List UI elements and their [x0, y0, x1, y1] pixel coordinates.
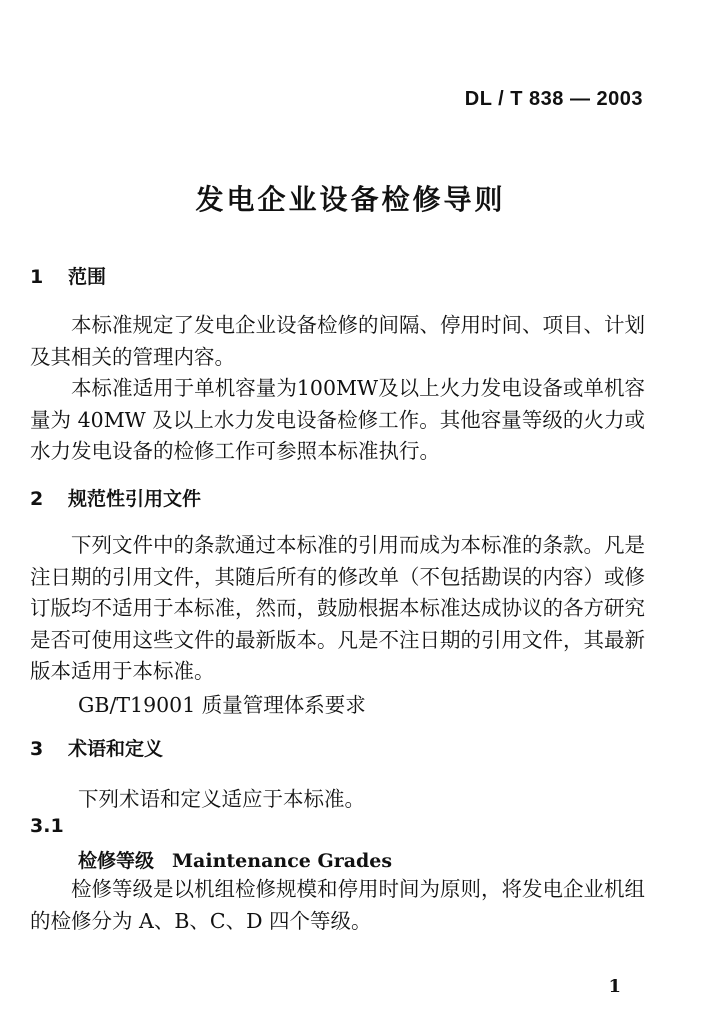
section-2-paragraph-1: 下列文件中的条款通过本标准的引用而成为本标准的条款。凡是注日期的引用文件，其随后所有的修改单（不包括勘误的内容）或修订版均不适用于本标准，然而，鼓励根据本标准达成协议的各方研究是否可使用这些文件的最新版本。凡是不注日期的引用文件，其最新版本适用于本标准。 — [30, 533, 645, 683]
page-number: 1 — [608, 976, 621, 997]
section-2-title: 规范性引用文件 — [68, 488, 202, 510]
section-3-number: 3 — [30, 738, 44, 760]
clause-3-1-definition: 检修等级是以机组检修规模和停用时间为原则，将发电企业机组的检修分为 A、B、C、D 四个等级。 — [30, 877, 645, 933]
clause-3-1-term — [78, 846, 392, 873]
clause-3-1-number: 3.1 — [30, 815, 64, 837]
section-3-heading — [30, 734, 163, 761]
section-1-number: 1 — [30, 266, 44, 288]
document-title: 发电企业设备检修导则 — [195, 183, 506, 216]
term-english: Maintenance Grades — [172, 850, 393, 872]
section-1-heading — [30, 262, 106, 289]
section-3-title: 术语和定义 — [68, 738, 164, 760]
section-1-paragraph-1: 本标准规定了发电企业设备检修的间隔、停用时间、项目、计划及其相关的管理内容。 — [30, 313, 645, 369]
section-3-intro: 下列术语和定义适应于本标准。 — [78, 787, 365, 811]
section-1-paragraph-2: 本标准适用于单机容量为100MW及以上火力发电设备或单机容量为 40MW 及以上水力发电设备检修工作。其他容量等级的火力或水力发电设备的检修工作可参照本标准执行。 — [30, 376, 645, 463]
term-chinese: 检修等级 — [78, 850, 155, 872]
normative-reference-item: GB/T19001 质量管理体系要求 — [78, 693, 366, 717]
section-1-title: 范围 — [68, 266, 107, 288]
section-2-number: 2 — [30, 488, 44, 510]
standard-code: DL / T 838 — 2003 — [464, 88, 643, 110]
section-2-heading — [30, 484, 201, 511]
